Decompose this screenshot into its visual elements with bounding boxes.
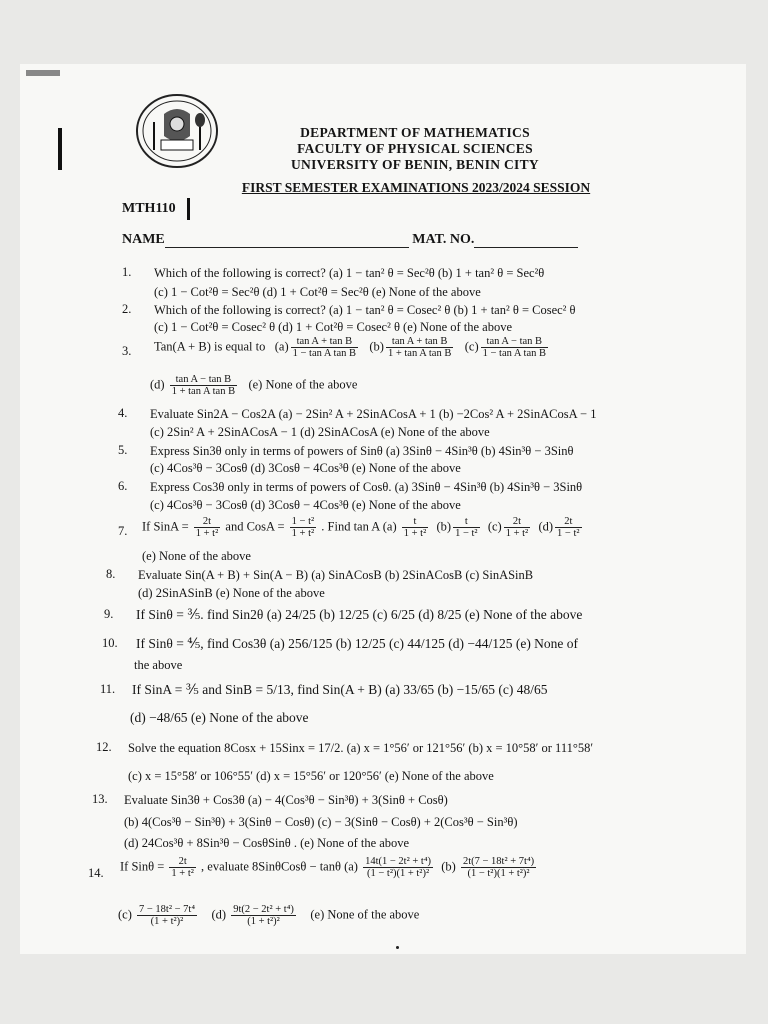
q-text: (b) xyxy=(441,859,456,874)
q-text: If SinA = xyxy=(142,519,189,534)
dept-title: DEPARTMENT OF MATHEMATICS xyxy=(300,125,530,140)
fraction: $\frac{\text{7 − 18t² − 7t⁴}}{\text{(1 + t²)²}}$ xyxy=(139,904,195,927)
mat-field[interactable] xyxy=(474,247,578,248)
name-row xyxy=(122,232,602,248)
exam-title: FIRST SEMESTER EXAMINATIONS 2023/2024 SESSION xyxy=(241,180,591,195)
q-number: 11. xyxy=(100,682,116,696)
fraction: $\frac{\text{tan A + tan B}}{\text{1 − tan A tan B}}$ xyxy=(292,336,357,359)
q-text: (c) xyxy=(118,907,132,922)
q-line: (d) −48/65 (e) None of the above xyxy=(130,710,309,725)
q-number: 14. xyxy=(88,866,104,880)
page-dot xyxy=(396,946,399,949)
q-text: (d) xyxy=(150,377,165,392)
q-number: 3. xyxy=(122,344,132,358)
fraction: $\frac{\text{9t(2 − 2t² + t⁴)}}{\text{(1 + t²)²}}$ xyxy=(233,904,294,927)
q-line: Express Cos3θ only in terms of powers of Cosθ. (a) 3Sinθ − 4Sin³θ (b) 4Sin³θ − 3Sinθ xyxy=(150,480,583,494)
q-line: Which of the following is correct? (a) 1 − tan² θ = Sec²θ (b) 1 + tan² θ = Sec²θ xyxy=(154,266,545,280)
q-line: (c) 1 − Cot²θ = Cosec² θ (d) 1 + Cot²θ = Cosec² θ (e) None of the above xyxy=(154,320,513,334)
q-line: (c) 1 − Cot²θ = Sec²θ (d) 1 + Cot²θ = Sec²θ (e) None of the above xyxy=(154,285,481,299)
q-text: and CosA = xyxy=(225,519,285,534)
q-text: Tan(A + B) is equal to xyxy=(154,339,266,354)
tick-mark xyxy=(187,198,190,220)
q-line xyxy=(150,374,357,397)
fraction: $\frac{\text{tan A − tan B}}{\text{1 + tan A tan B}}$ xyxy=(171,374,236,397)
q-line: If SinA = $\frac{2t}{\text{1 + t²}}$ and CosA = $\frac{\text{1 − t²}}{\text{1 + t²}}$ . Find tan A (a) $\frac{t}{\text{1 + t²}}$ (b) $\frac{t}{\text{1 − t²}}$ (c) $\frac{2t}{\text{1 + t²}}$ (d) $\frac{2t}{\text{1 − t²}}$ xyxy=(142,516,580,539)
q-line: Solve the equation 8Cosx + 15Sinx = 17/2. (a) x = 1°56′ or 121°56′ (b) x = 10°58′ or 111°58′ xyxy=(128,741,594,755)
faculty-title: FACULTY OF PHYSICAL SCIENCES xyxy=(297,141,533,156)
q-number: 1. xyxy=(122,265,132,279)
q-line: Tan(A + B) is equal to (a) $\frac{\text{tan A + tan B}}{\text{1 − tan A tan B}}$ (b) $\frac{\text{tan A + tan B}}{\text{1 + tan A tan B}}$ (c) $\frac{\text{tan A − tan B}}{\text{1 − tan A tan B}}$ xyxy=(154,336,546,359)
q-line: (c) 4Cos³θ − 3Cosθ (d) 3Cosθ − 4Cos³θ (e) None of the above xyxy=(150,498,461,512)
q-line: Evaluate Sin3θ + Cos3θ (a) − 4(Cos³θ − Sin³θ) + 3(Sinθ + Cosθ) xyxy=(124,793,448,807)
course-code: MTH110 xyxy=(122,201,176,216)
q-number: 6. xyxy=(118,479,128,493)
q-line: Evaluate Sin2A − Cos2A (a) − 2Sin² A + 2SinACosA + 1 (b) −2Cos² A + 2SinACosA − 1 xyxy=(150,407,597,421)
q-line xyxy=(120,856,538,879)
q-number: 5. xyxy=(118,443,128,457)
fraction: $\frac{\text{tan A + tan B}}{\text{1 + tan A tan B}}$ xyxy=(387,336,452,359)
q-number: 7. xyxy=(118,524,128,538)
institution-header xyxy=(240,125,590,173)
q-number: 4. xyxy=(118,406,128,420)
name-label: NAME xyxy=(122,232,165,247)
fraction: $\frac{t}{\text{1 − t²}}$ xyxy=(455,516,478,539)
q-line: Which of the following is correct? (a) 1 − tan² θ = Cosec² θ (b) 1 + tan² θ = Cosec² θ xyxy=(154,303,576,317)
q-text: If Sinθ = xyxy=(120,859,165,874)
university-crest-icon xyxy=(134,92,220,170)
q-line xyxy=(118,904,419,927)
q-text: (d) xyxy=(211,907,227,922)
q-line: Evaluate Sin(A + B) + Sin(A − B) (a) SinACosB (b) 2SinACosB (c) SinASinB xyxy=(138,568,534,582)
margin-bar xyxy=(58,128,62,170)
q-line: (c) 2Sin² A + 2SinACosA − 1 (d) 2SinACosA (e) None of the above xyxy=(150,425,490,439)
q-line: (e) None of the above xyxy=(142,549,251,563)
q-line: Express Sin3θ only in terms of powers of Sinθ (a) 3Sinθ − 4Sin³θ (b) 4Sin³θ − 3Sinθ xyxy=(150,444,574,458)
q-line: (c) x = 15°58′ or 106°55′ (d) x = 15°56′ or 120°56′ (e) None of the above xyxy=(128,769,494,783)
mat-label: MAT. NO. xyxy=(412,232,475,247)
fraction: $\frac{\text{2t(7 − 18t² + 7t⁴)}}{\text{(1 − t²)(1 + t²)²}}$ xyxy=(462,856,535,879)
q-line: If Sinθ = ⅘, find Cos3θ (a) 256/125 (b) 12/25 (c) 44/125 (d) −44/125 (e) None of xyxy=(136,636,579,651)
q-line: If Sinθ = ⅗. find Sin2θ (a) 24/25 (b) 12/25 (c) 6/25 (d) 8/25 (e) None of the above xyxy=(136,607,583,622)
q-text: , evaluate 8SinθCosθ − tanθ (a) xyxy=(201,859,358,874)
q-number: 2. xyxy=(122,302,132,316)
fraction: $\frac{t}{\text{1 + t²}}$ xyxy=(403,516,427,539)
q-number: 10. xyxy=(102,636,118,650)
q-line: (d) 24Cos³θ + 8Sin³θ − CosθSinθ . (e) None of the above xyxy=(124,836,410,850)
q-number: 8. xyxy=(106,567,116,581)
fraction: $\frac{2t}{\text{1 − t²}}$ xyxy=(557,516,580,539)
fraction: $\frac{2t}{\text{1 + t²}}$ xyxy=(505,516,529,539)
q-text: (e) None of the above xyxy=(248,377,358,392)
fraction: $\frac{2t}{\text{1 + t²}}$ xyxy=(171,856,194,879)
q-line: the above xyxy=(134,658,183,672)
fraction: $\frac{2t}{\text{1 + t²}}$ xyxy=(195,516,219,539)
name-field[interactable] xyxy=(165,247,409,248)
university-title: UNIVERSITY OF BENIN, BENIN CITY xyxy=(291,157,539,172)
fraction: $\frac{\text{1 − t²}}{\text{1 + t²}}$ xyxy=(291,516,315,539)
fraction: $\frac{\text{14t(1 − 2t² + t⁴)}}{\text{(1 − t²)(1 + t²)²}}$ xyxy=(365,856,431,879)
q-number: 13. xyxy=(92,792,108,806)
q-number: 12. xyxy=(96,740,112,754)
q-line: (b) 4(Cos³θ − Sin³θ) + 3(Sinθ − Cosθ) (c) − 3(Sinθ − Cosθ) + 2(Cos³θ − Sin³θ) xyxy=(124,815,518,829)
q-text: . Find tan A (a) xyxy=(321,519,397,534)
fraction: $\frac{\text{tan A − tan B}}{\text{1 − tan A tan B}}$ xyxy=(482,336,546,359)
q-line: (c) 4Cos³θ − 3Cosθ (d) 3Cosθ − 4Cos³θ (e) None of the above xyxy=(150,461,461,475)
q-line: (d) 2SinASinB (e) None of the above xyxy=(138,586,325,600)
q-line: If SinA = ⅗ and SinB = 5/13, find Sin(A + B) (a) 33/65 (b) −15/65 (c) 48/65 xyxy=(132,682,548,697)
q-number: 9. xyxy=(104,607,114,621)
paper-edge-mark xyxy=(26,70,60,76)
q-text: (e) None of the above xyxy=(310,907,420,922)
